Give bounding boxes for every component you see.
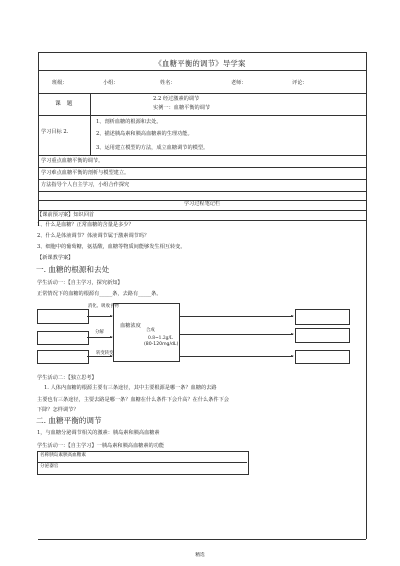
page-title: 《血糖平衡的调节》导学案 <box>154 59 246 68</box>
comment-field: 评论： <box>292 80 308 86</box>
topic-label: 课 题 <box>55 101 73 107</box>
destination-arrow-1 <box>179 316 293 317</box>
center-label: 血糖浓度 <box>120 323 141 329</box>
divider <box>38 70 366 71</box>
goal-item: 3、运用建立模型的方法，成立血糖调节的模型。 <box>96 145 209 151</box>
activity-1: 学生活动一：【自主学习，探究新知】 <box>37 280 123 286</box>
topic-line2: 实例一：血糖平衡的调节 <box>153 105 211 111</box>
table-right-border <box>366 52 367 539</box>
teacher-field: 老师： <box>231 80 247 86</box>
notes-header: 学习过程笔记栏 <box>183 201 221 207</box>
activity-3: 学生活动一：【自主学习】一胰岛素和胰高血糖素的功能 <box>37 443 165 449</box>
destination-arrow-2 <box>179 334 293 335</box>
group-field: 小组： <box>103 80 119 86</box>
activity-2-text: 下降？怎样调节？ <box>37 407 79 413</box>
source-arrow-2 <box>87 337 112 338</box>
preview-item: 3、细胞中的葡萄糖，氨基酸，血糖等物质间能够发生相互转变。 <box>37 244 186 250</box>
preview-header: 【课前预习案】知识回首 <box>37 212 95 218</box>
preview-item: 2、什么是体液调节？体液调节属于激素调节吗？ <box>37 233 150 239</box>
section-heading-1: 一. 血糖的根源和去处 <box>36 265 110 274</box>
table-row-divider <box>37 462 247 463</box>
arrow-label-digest: 消化、吸收食物 <box>88 304 119 309</box>
divider <box>38 179 366 180</box>
goals-label: 学习目标 2. <box>41 129 69 135</box>
difficulty: 学习难点血糖平衡的剖析与模型建立。 <box>41 170 130 176</box>
destination-box-1 <box>295 309 350 325</box>
table-top-border <box>38 52 366 53</box>
destination-arrow-3 <box>179 356 293 357</box>
key-point: 学习重点血糖平衡的调节。 <box>41 158 104 164</box>
goal-item: 1、剖析血糖的根源和去处。 <box>96 119 162 125</box>
divider <box>38 191 366 192</box>
name-field: 姓名： <box>160 80 176 86</box>
destination-box-2 <box>295 328 350 343</box>
page-footer: 精选 <box>195 553 205 558</box>
page-bottom-border <box>38 539 366 540</box>
new-lesson-header: 【新课教学案】 <box>37 255 74 261</box>
activity-1-text: 正常情况下的血糖的根源有_____条，去路有_____条。 <box>37 291 162 297</box>
source-box-1 <box>37 309 89 324</box>
activity-2-text: 主要也有三条途径，主要去路是哪一条？血糖在什么条件下会升高？在什么条件下会 <box>37 397 229 403</box>
destination-box-3 <box>295 350 350 364</box>
arrow-label-convert: 转变转变 <box>96 351 114 356</box>
method: 方法指导个人自主学习，小组合作探究 <box>41 182 130 188</box>
label-column-divider <box>90 93 91 155</box>
divider <box>38 115 366 116</box>
divider <box>38 167 366 168</box>
preview-item: 1、什么是血糖？正常血糖的含量是多少？ <box>37 222 134 228</box>
goal-item: 2、描述胰岛素和胰高血糖素的生理功能。 <box>96 131 193 137</box>
divider <box>38 155 366 156</box>
activity-2-text: 1. 人体内血糖的根源主要有三条途径，其中主要根源是哪一条？血糖的去路 <box>44 385 217 391</box>
table-header: 名称胰岛素胰高血糖素 <box>40 453 86 458</box>
topic-line1: 2.2 经过激素的调节 <box>153 96 200 102</box>
divider <box>38 220 366 221</box>
table-row-label: 分泌器官 <box>40 464 59 469</box>
source-box-2 <box>37 331 89 345</box>
class-field: 班级： <box>52 80 68 86</box>
center-alt-value: (80-120mg/dL) <box>144 342 179 347</box>
section-heading-2: 二. 血糖平衡的调节 <box>36 416 102 425</box>
divider <box>38 210 366 211</box>
source-box-3 <box>37 350 89 364</box>
source-arrow-1 <box>87 316 112 317</box>
center-value: 0.8~1.2g/L <box>148 336 173 341</box>
section-2-text: 1，与血糖分泌调节相关的激素：胰岛素和胰高血糖素 <box>37 430 160 436</box>
divider <box>38 93 366 94</box>
center-synthesis: 合成 <box>146 328 155 333</box>
activity-2: 学生活动二：【独立思考】 <box>37 375 97 381</box>
arrow-label-breakdown: 分解 <box>95 330 104 335</box>
